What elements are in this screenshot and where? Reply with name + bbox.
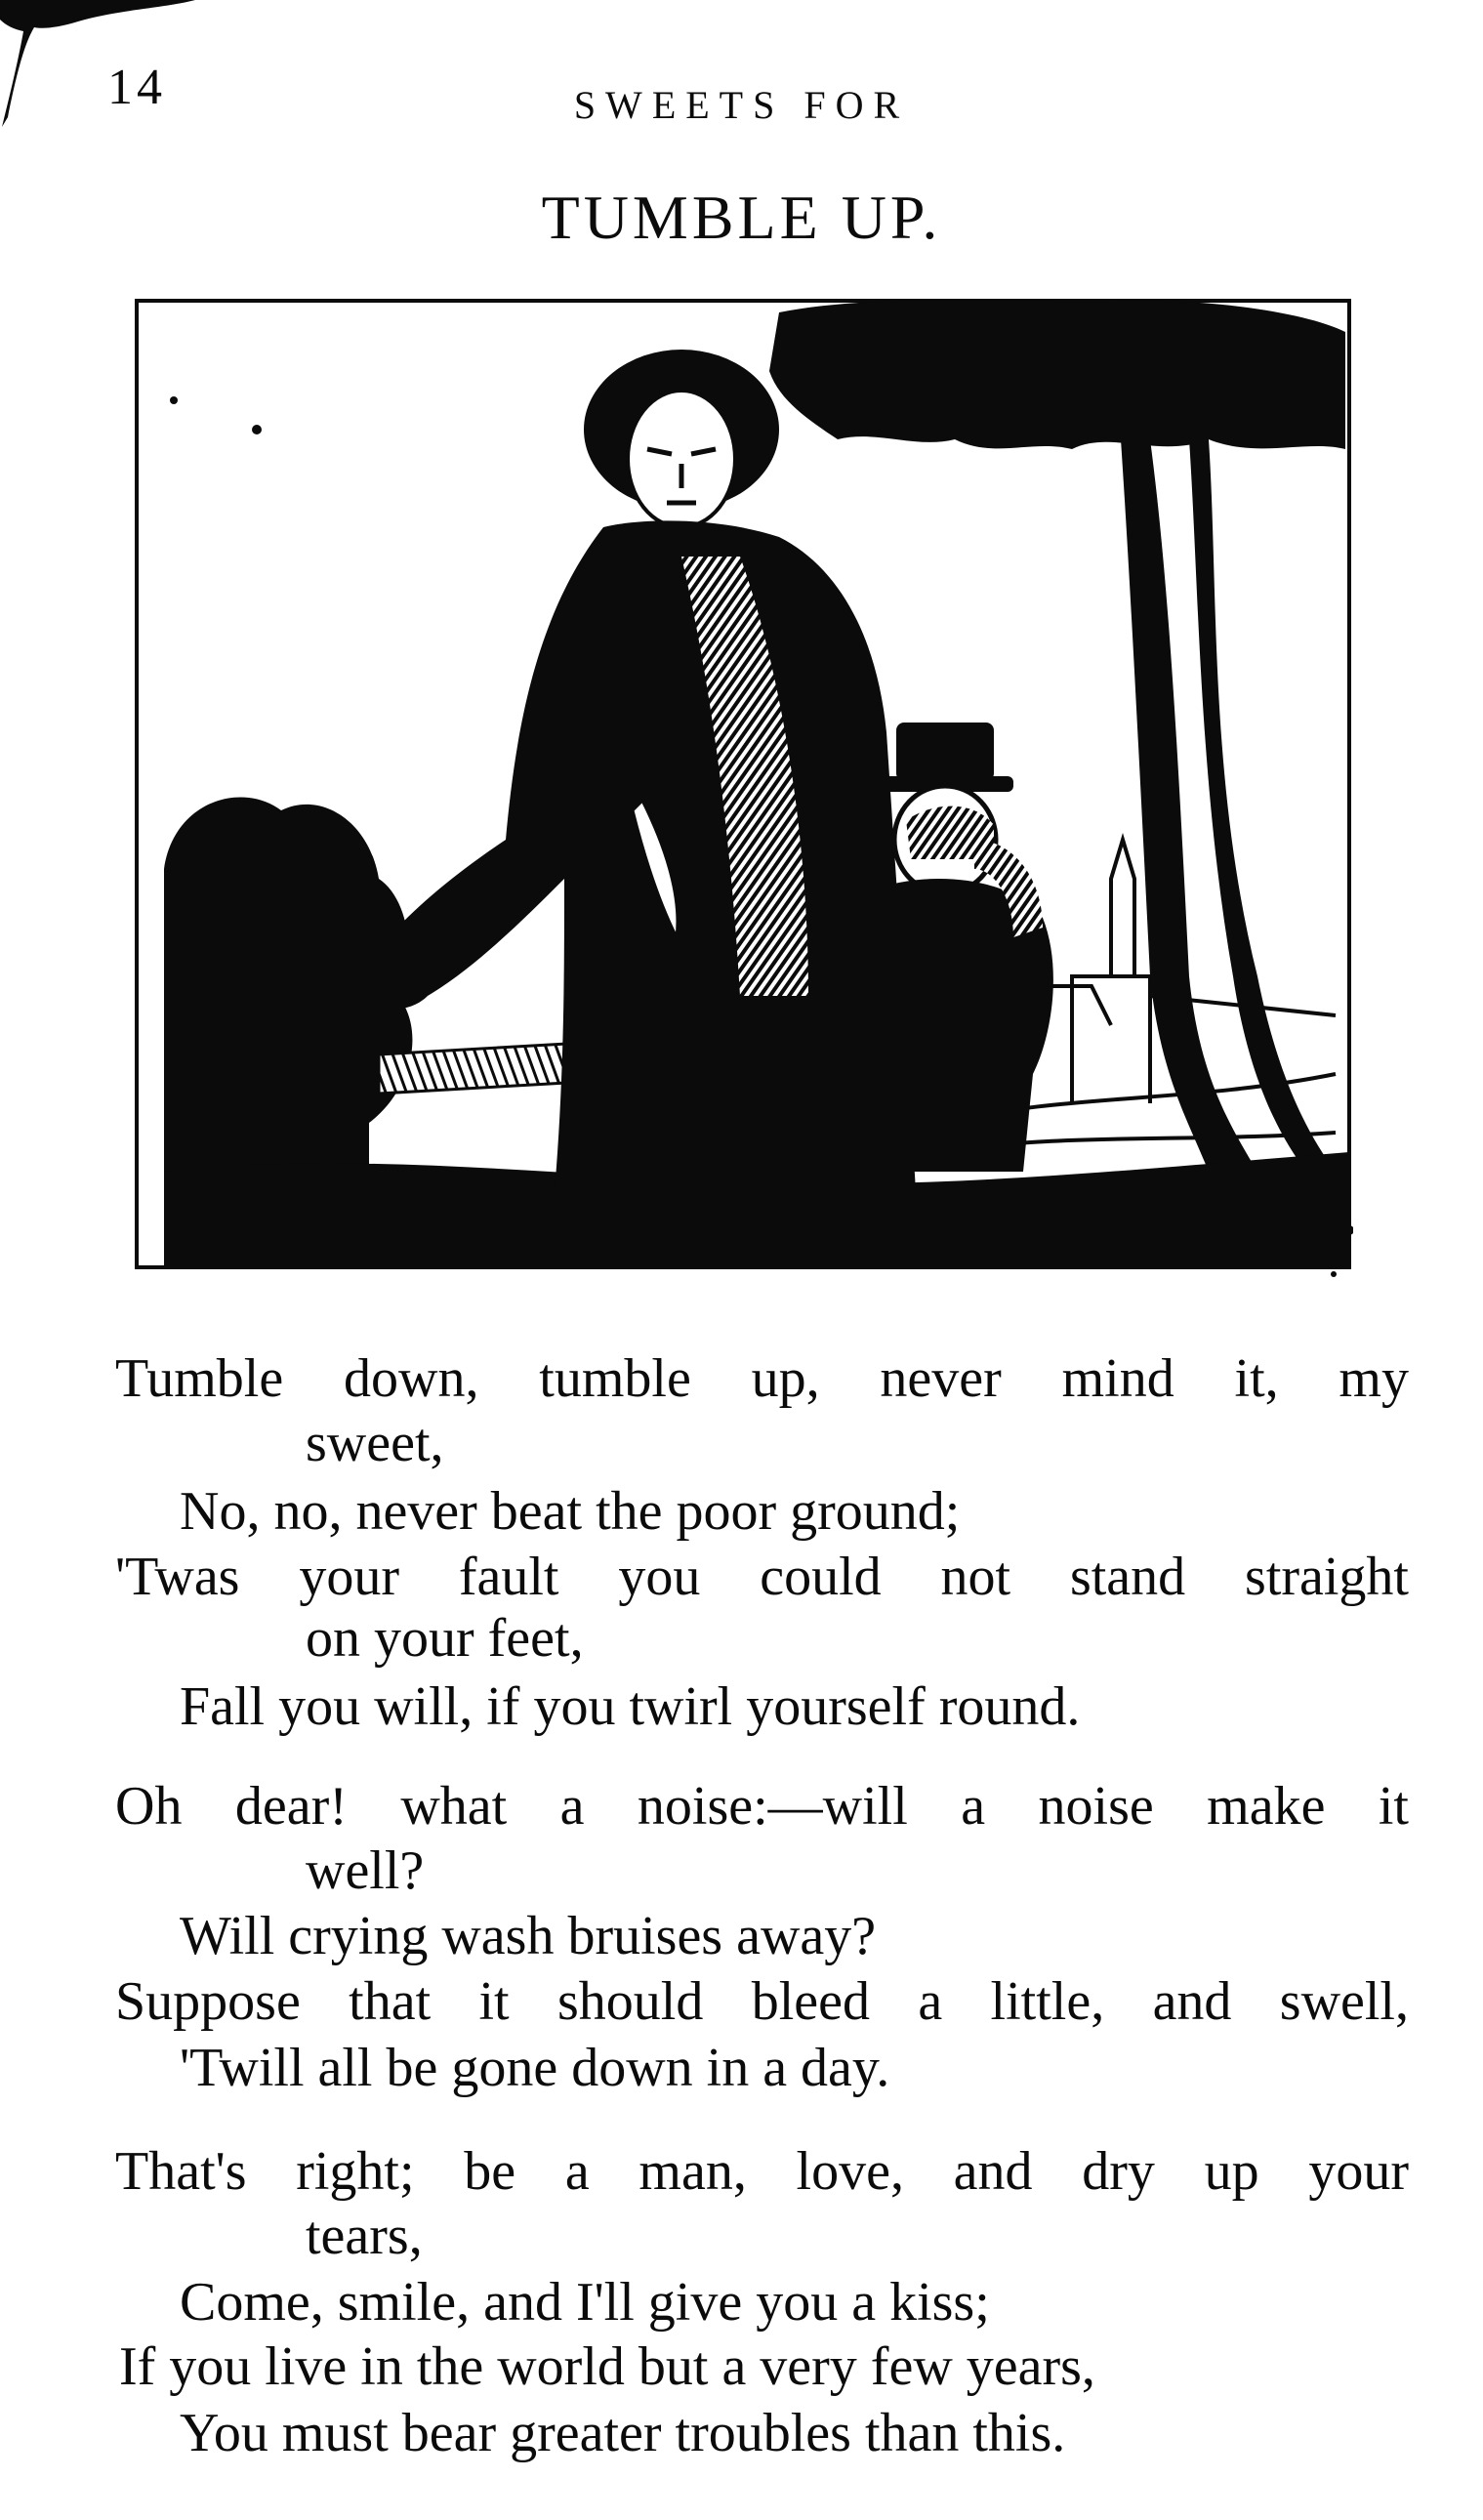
stanza-1-line-3: 'Twas your fault you could not stand straight <box>115 1547 1409 1607</box>
stanza-1-line-2: No, no, never beat the poor ground; <box>180 1481 961 1542</box>
stanza-3-line-1: That's right; be a man, love, and dry up your <box>115 2141 1409 2202</box>
poem-title: TUMBLE UP. <box>541 183 942 252</box>
stanza-2-line-2: Will crying wash bruises away? <box>180 1906 877 1966</box>
stanza-3-line-4: You must bear greater troubles than this. <box>180 2403 1066 2463</box>
stanza-3-line-3: If you live in the world but a very few years, <box>119 2336 1095 2397</box>
stanza-2-line-3: Suppose that it should bleed a little, and swell, <box>115 1971 1409 2032</box>
stanza-2-line-4: 'Twill all be gone down in a day. <box>180 2038 890 2098</box>
boy-figure <box>862 723 1053 1172</box>
stanza-1-line-3-cont: on your feet, <box>306 1608 584 1669</box>
stanza-1-line-1: Tumble down, tumble up, never mind it, my <box>115 1348 1409 1409</box>
woodcut-illustration <box>135 293 1353 1279</box>
stanza-1-line-4: Fall you will, if you twirl yourself round. <box>180 1676 1081 1737</box>
stanza-3-line-1-cont: tears, <box>306 2206 423 2266</box>
stanza-2-line-1: Oh dear! what a noise:—will a noise make it <box>115 1776 1409 1837</box>
stanza-3-line-2: Come, smile, and I'll give you a kiss; <box>180 2272 990 2333</box>
stanza-2-line-1-cont: well? <box>306 1840 425 1901</box>
stanza-1-line-1-cont: sweet, <box>306 1413 444 1473</box>
page-number: 14 <box>107 60 166 115</box>
running-head: SWEETS FOR <box>573 83 910 127</box>
